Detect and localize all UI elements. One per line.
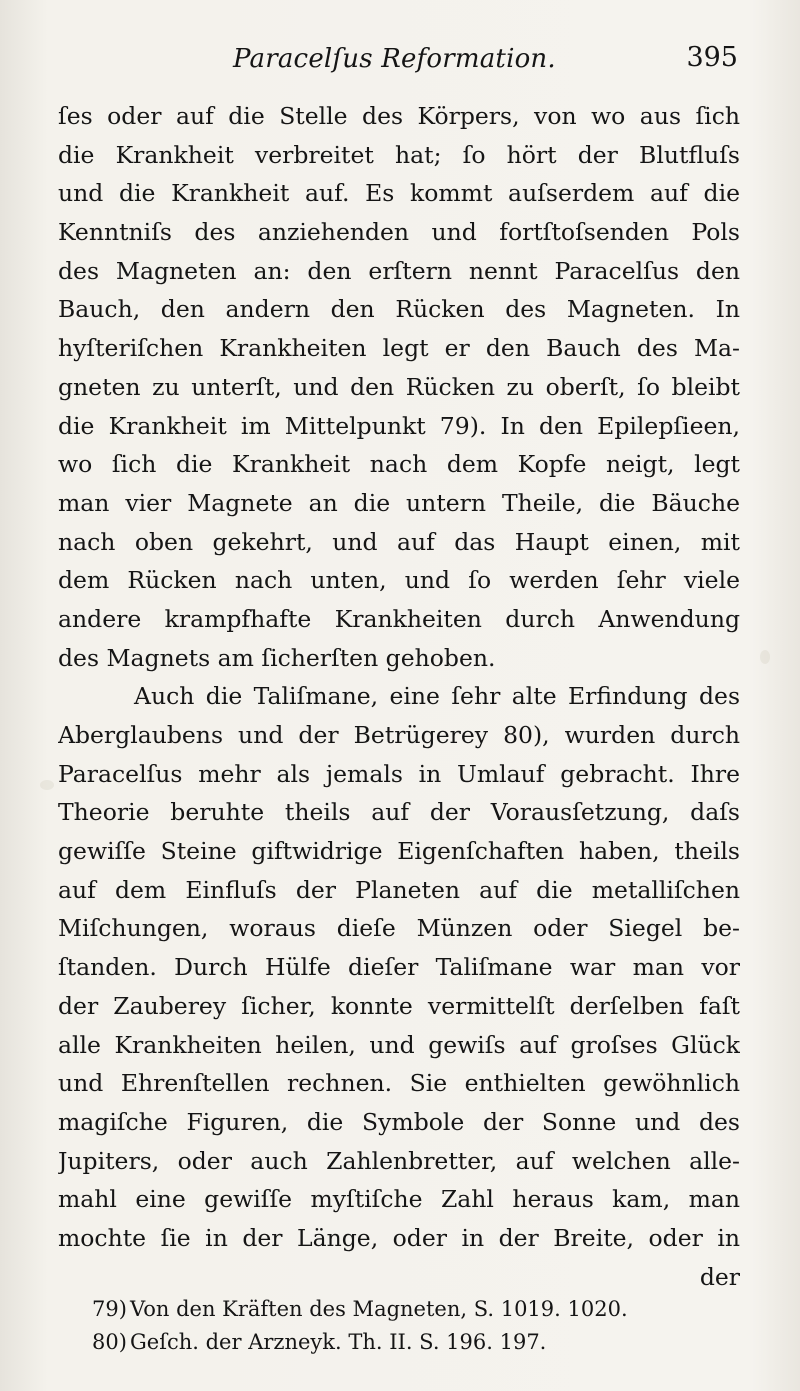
text-line: gewiſſe Steine giftwidrige Eigenſchaften haben, theils: [58, 837, 740, 866]
paragraph-end-line: des Magnets am ſicherſten gehoben.: [58, 643, 496, 672]
text-line: mochte ſie in der Länge, oder in der Breite, oder in: [58, 1223, 740, 1252]
text-line: Miſchungen, woraus dieſe Münzen oder Siegel be-: [58, 914, 740, 943]
text-line: hyſteriſchen Krankheiten legt er den Bauch des Ma-: [58, 334, 740, 363]
text-line: alle Krankheiten heilen, und gewiſs auf groſses Glück: [58, 1030, 740, 1059]
text-line: andere krampfhafte Krankheiten durch Anwendung: [58, 604, 740, 633]
text-line: wo ſich die Krankheit nach dem Kopfe neigt, legt: [58, 450, 740, 479]
text-line: der Zauberey ſicher, konnte vermittelſt derſelben faſt: [58, 991, 740, 1020]
text-line: ſes oder auf die Stelle des Körpers, von wo aus ſich: [58, 102, 740, 130]
footnote-number: 80): [92, 1330, 127, 1354]
text-line: magiſche Figuren, die Symbole der Sonne und des: [58, 1107, 740, 1136]
text-line: und Ehrenſtellen rechnen. Sie enthielten gewöhnlich: [58, 1069, 740, 1098]
text-line: ſtanden. Durch Hülfe dieſer Taliſmane war man vor: [58, 953, 740, 982]
footnote: [92, 1326, 722, 1359]
running-title: Paracelſus Reformation.: [233, 44, 556, 74]
text-line: Theorie beruhte theils auf der Vorausſetzung, daſs: [58, 798, 740, 827]
text-line: nach oben gekehrt, und auf das Haupt einen, mit: [58, 527, 740, 556]
text-line: Kenntniſs des anziehenden und fortſtoſsenden Pols: [58, 218, 740, 247]
footnote-text: Von den Kräften des Magneten, S. 1019. 1020.: [130, 1297, 628, 1321]
paper-stain: [760, 650, 770, 664]
text-line: Bauch, den andern den Rücken des Magneten. In: [58, 295, 740, 324]
footnotes: [92, 1293, 722, 1359]
text-line: gneten zu unterſt, und den Rücken zu oberſt, ſo bleibt: [58, 372, 740, 401]
text-line: auf dem Einfluſs der Planeten auf die metalliſchen: [58, 875, 740, 904]
footnote: [92, 1293, 722, 1326]
text-line: die Krankheit im Mittelpunkt 79). In den Epilepſieen,: [58, 411, 740, 440]
text-line: Jupiters, oder auch Zahlenbretter, auf welchen alle-: [58, 1146, 740, 1175]
page-number: 395: [686, 42, 738, 73]
footnote-number: 79): [92, 1297, 127, 1321]
running-header: [58, 40, 738, 80]
text-line: Paracelſus mehr als jemals in Umlauf gebracht. Ihre: [58, 759, 740, 788]
body-text: [58, 97, 740, 1296]
text-line: und die Krankheit auf. Es kommt auſserdem auf die: [58, 179, 740, 208]
text-line: Aberglaubens und der Betrügerey 80), wurden durch: [58, 721, 740, 749]
catchword: der: [699, 1262, 740, 1291]
text-line: dem Rücken nach unten, und ſo werden ſehr viele: [58, 566, 740, 595]
paper-stain: [40, 780, 54, 790]
text-line: mahl eine gewiſſe myſtiſche Zahl heraus kam, man: [58, 1185, 740, 1214]
paragraph-start-line: Auch die Taliſmane, eine ſehr alte Erfindung des: [134, 682, 740, 711]
text-line: man vier Magnete an die untern Theile, die Bäuche: [58, 488, 740, 517]
text-line: des Magneten an: den erſtern nennt Paracelſus den: [58, 256, 740, 285]
footnote-text: Geſch. der Arzneyk. Th. II. S. 196. 197.: [130, 1330, 547, 1354]
text-line: die Krankheit verbreitet hat; ſo hört der Blutfluſs: [58, 140, 740, 169]
